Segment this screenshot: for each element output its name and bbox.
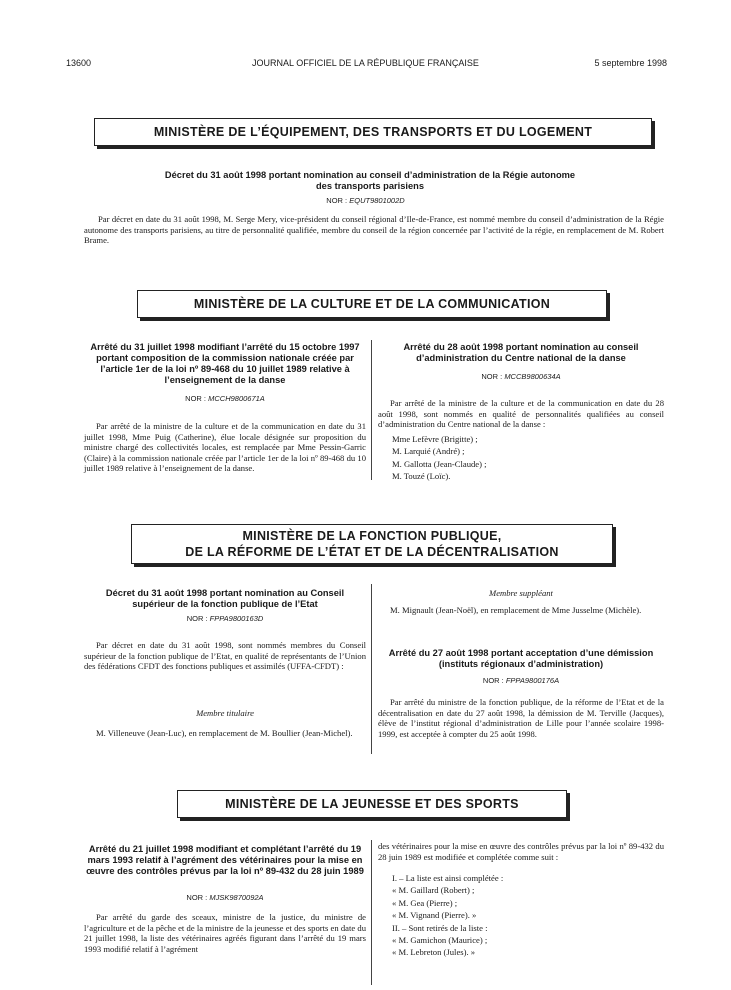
list-item: « M. Lebreton (Jules). » bbox=[392, 947, 476, 958]
ministry-heading-culture: MINISTÈRE DE LA CULTURE ET DE LA COMMUNICATION bbox=[137, 290, 607, 318]
act-body: Par arrêté de la ministre de la culture et de la communication en date du 28 août 1998, sont nommés en qualité de personnalités qualifiées au conseil d’administration du Centre national de la danse : bbox=[378, 398, 664, 430]
ministry-heading-fonction-publique: MINISTÈRE DE LA FONCTION PUBLIQUE, DE LA RÉFORME DE L’ÉTAT ET DE LA DÉCENTRALISATION bbox=[131, 524, 613, 564]
nor-reference: NOR : MCCH9800671A bbox=[185, 394, 265, 403]
titulaire-text: M. Villeneuve (Jean-Luc), en remplacement de M. Boullier (Jean-Michel). bbox=[96, 728, 353, 738]
list-item: « M. Gaillard (Robert) ; bbox=[392, 885, 475, 896]
vet-list bbox=[392, 872, 662, 959]
act-body-continuation: des vétérinaires pour la mise en œuvre des contrôles prévus par la loi nº 89-432 du 28 juin 1989 est modifiée et complétée comme suit : bbox=[378, 841, 664, 862]
nor-reference: NOR : FPPA9800176A bbox=[482, 676, 560, 685]
act-title: Arrêté du 21 juillet 1998 modifiant et complétant l’arrêté du 19 mars 1993 relatif à l’agrément des vétérinaires pour la mise en œuvre des contrôles prévus par la loi nº 89-432 du 28 juin 1989 bbox=[86, 844, 364, 876]
ministry-heading-equipement: MINISTÈRE DE L’ÉQUIPEMENT, DES TRANSPORTS ET DU LOGEMENT bbox=[94, 118, 652, 146]
act-title: Décret du 31 août 1998 portant nomination au conseil d’administration de la Régie autonome des transports parisiens bbox=[164, 170, 576, 191]
page-number: 13600 bbox=[66, 58, 92, 68]
act-title: Arrêté du 27 août 1998 portant acceptation d’une démission (instituts régionaux d’administration) bbox=[388, 648, 654, 669]
member-list bbox=[392, 433, 662, 483]
list-item: « M. Gea (Pierre) ; bbox=[392, 897, 458, 908]
act-body: Par arrêté du ministre de la fonction publique, de la réforme de l’Etat et de la décentralisation en date du 27 août 1998, la démission de M. Terville (Jacques), élève de l’institut régional d’administration de Lille pour l’année scolaire 1998-1999, est acceptée à compter du 25 août 1998. bbox=[378, 697, 664, 739]
subheading-suppleant: Membre suppléant bbox=[489, 588, 553, 598]
ministry-heading-jeunesse: MINISTÈRE DE LA JEUNESSE ET DES SPORTS bbox=[177, 790, 567, 818]
column-divider bbox=[371, 584, 372, 754]
nor-reference: NOR : FPPA9800163D bbox=[186, 614, 264, 623]
act-title: Arrêté du 28 août 1998 portant nomination au conseil d’administration du Centre national de la danse bbox=[403, 342, 639, 363]
column-divider bbox=[371, 840, 372, 985]
nor-reference: NOR : EQUT9801002D bbox=[326, 196, 405, 205]
list-item: « M. Gamichon (Maurice) ; bbox=[392, 935, 488, 946]
column-divider bbox=[371, 340, 372, 480]
list-item: « M. Vignand (Pierre). » bbox=[392, 910, 477, 921]
nor-reference: NOR : MJSK9870092A bbox=[186, 893, 264, 902]
act-body: Par arrêté de la ministre de la culture et de la communication en date du 31 juillet 1998, Mme Puig (Catherine), élue locale désignée sur proposition du ministre chargé des collectivités locales, est remplacée par Mme Pessin-Garric (Claire) à la commission nationale créée par l’article 1er de la loi nº 89-468 du 10 juillet 1989 relative à l’enseignement de la danse. bbox=[84, 421, 366, 474]
suppleant-text: M. Mignault (Jean-Noël), en remplacement de Mme Jusselme (Michèle). bbox=[390, 605, 642, 615]
list-item: M. Larquié (André) ; bbox=[392, 446, 465, 457]
act-title: Arrêté du 31 juillet 1998 modifiant l’arrêté du 15 octobre 1997 portant composition de la commission nationale créée par l’article 1er de la loi nº 89-468 du 10 juillet 1989 relative à l’enseignement de la danse bbox=[90, 342, 360, 385]
subheading-titulaire: Membre titulaire bbox=[196, 708, 254, 718]
list-item: M. Gallotta (Jean-Claude) ; bbox=[392, 458, 487, 469]
act-title: Décret du 31 août 1998 portant nomination au Conseil supérieur de la fonction publique de l’Etat bbox=[105, 588, 345, 609]
nor-reference: NOR : MCCB9800634A bbox=[481, 372, 561, 381]
journal-title: JOURNAL OFFICIEL DE LA RÉPUBLIQUE FRANÇAISE bbox=[252, 58, 479, 68]
act-body: Par décret en date du 31 août 1998, sont nommés membres du Conseil supérieur de la fonction publique de l’Etat, en qualité de représentants de l’Union des fédérations CFDT des fonctions publiques et assimilés (UFFA-CFDT) : bbox=[84, 640, 366, 672]
list-item: II. – Sont retirés de la liste : bbox=[392, 922, 488, 933]
list-item: I. – La liste est ainsi complétée : bbox=[392, 873, 504, 883]
act-body: Par arrêté du garde des sceaux, ministre de la justice, du ministre de l’agriculture et de la pêche et de la ministre de la jeunesse et des sports en date du 21 juillet 1998, la liste des vétérinaires agréés figurant dans l’arrêté du 19 mars 1993 modifié relatif à l’agrément bbox=[84, 912, 366, 954]
list-item: M. Touzé (Loïc). bbox=[392, 471, 451, 482]
list-item: Mme Lefèvre (Brigitte) ; bbox=[392, 434, 478, 444]
issue-date: 5 septembre 1998 bbox=[594, 58, 667, 68]
act-body: Par décret en date du 31 août 1998, M. Serge Mery, vice-président du conseil régional d’Ile-de-France, est nommé membre du conseil d’administration de la Régie autonome des transports parisiens, au titre de personnalité qualifiée, membre du conseil de la région concernée par l’activité de la régie, en remplacement de M. Robert Brame. bbox=[84, 214, 664, 246]
